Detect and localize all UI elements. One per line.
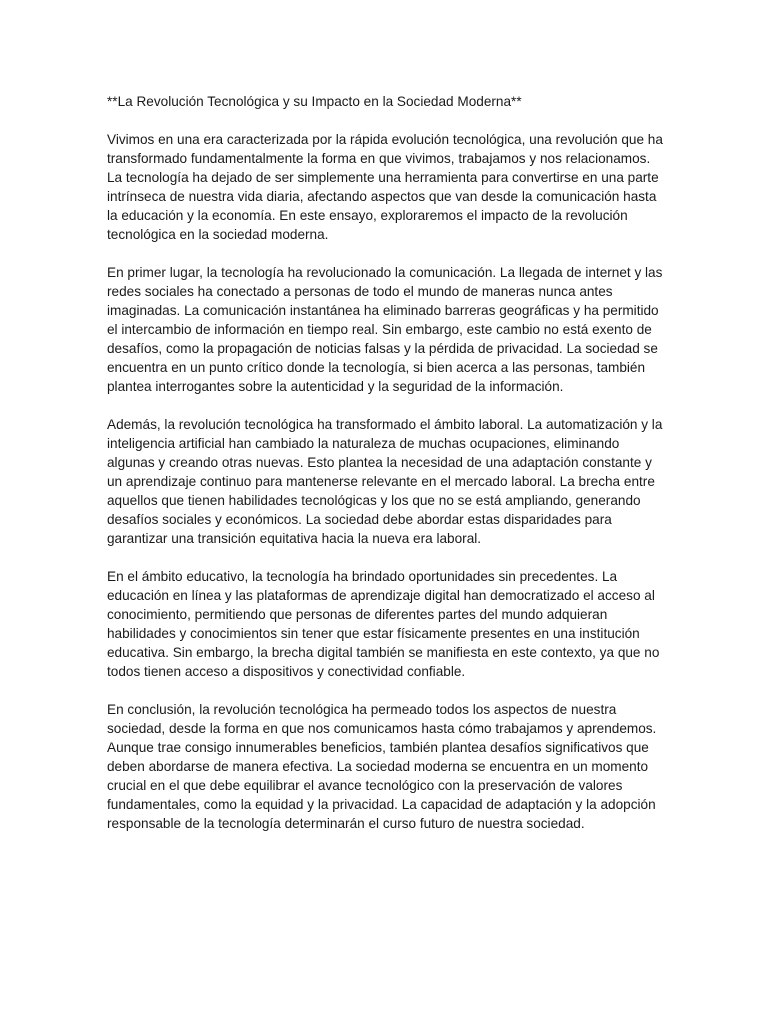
paragraph-education: En el ámbito educativo, la tecnología ha brindado oportunidades sin precedentes. La educación en línea y las plataformas de aprendizaje digital han democratizado el acceso al conocimiento, permitiendo que personas de diferentes partes del mundo adquieran habilidades y conocimientos sin tener que estar físicamente presentes en una institución educativa. Sin embargo, la brecha digital también se manifiesta en este contexto, ya que no todos tienen acceso a dispositivos y conectividad confiable. <box>107 569 660 679</box>
paragraph-intro: Vivimos en una era caracterizada por la rápida evolución tecnológica, una revolución que ha transformado fundamentalmente la forma en que vivimos, trabajamos y nos relacionamos. La tecnología ha dejado de ser simplemente una herramienta para convertirse en una parte intrínseca de nuestra vida diaria, afectando aspectos que van desde la comunicación hasta la educación y la economía. En este ensayo, exploraremos el impacto de la revolución tecnológica en la sociedad moderna. <box>107 132 663 242</box>
document-title: **La Revolución Tecnológica y su Impacto en la Sociedad Moderna** <box>107 94 522 109</box>
paragraph-conclusion: En conclusión, la revolución tecnológica ha permeado todos los aspectos de nuestra sociedad, desde la forma en que nos comunicamos hasta cómo trabajamos y aprendemos. Aunque trae consigo innumerables beneficios, también plantea desafíos significativos que deben abordarse de manera efectiva. La sociedad moderna se encuentra en un momento crucial en el que debe equilibrar el avance tecnológico con la preservación de valores fundamentales, como la equidad y la privacidad. La capacidad de adaptación y la adopción responsable de la tecnología determinarán el curso futuro de nuestra sociedad. <box>107 702 657 831</box>
paragraph-labor: Además, la revolución tecnológica ha transformado el ámbito laboral. La automatización y la inteligencia artificial han cambiado la naturaleza de muchas ocupaciones, eliminando algunas y creando otras nuevas. Esto plantea la necesidad de una adaptación constante y un aprendizaje continuo para mantenerse relevante en el mercado laboral. La brecha entre aquellos que tienen habilidades tecnológicas y los que no se está ampliando, generando desafíos sociales y económicos. La sociedad debe abordar estas disparidades para garantizar una transición equitativa hacia la nueva era laboral. <box>107 417 663 546</box>
document-body <box>107 92 665 852</box>
paragraph-communication: En primer lugar, la tecnología ha revolucionado la comunicación. La llegada de internet y las redes sociales ha conectado a personas de todo el mundo de maneras nunca antes imaginadas. La comunicación instantánea ha eliminado barreras geográficas y ha permitido el intercambio de información en tiempo real. Sin embargo, este cambio no está exento de desafíos, como la propagación de noticias falsas y la pérdida de privacidad. La sociedad se encuentra en un punto crítico donde la tecnología, si bien acerca a las personas, también plantea interrogantes sobre la autenticidad y la seguridad de la información. <box>107 265 663 394</box>
